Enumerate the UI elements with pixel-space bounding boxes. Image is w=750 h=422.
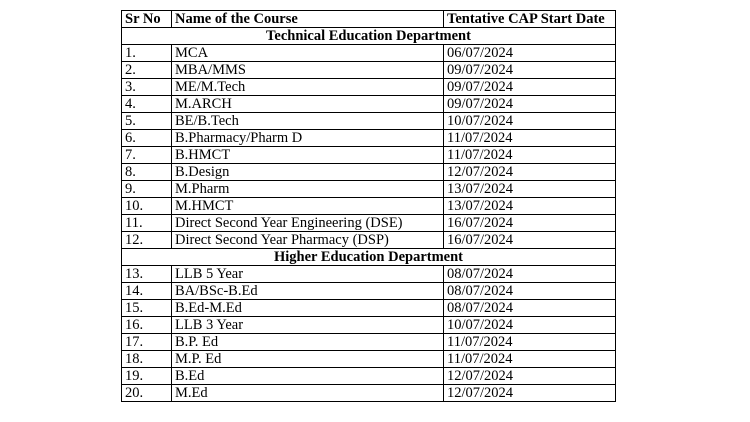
- sr-no-cell: 8.: [122, 164, 172, 181]
- sr-no-cell: 16.: [122, 317, 172, 334]
- course-name-cell: BA/BSc-B.Ed: [172, 283, 444, 300]
- sr-no-cell: 4.: [122, 96, 172, 113]
- course-name-cell: M.HMCT: [172, 198, 444, 215]
- header-cap-start-date: Tentative CAP Start Date: [444, 11, 616, 28]
- table-row: [122, 45, 616, 62]
- table-row: [122, 385, 616, 402]
- sr-no-cell: 14.: [122, 283, 172, 300]
- sr-no-cell: 20.: [122, 385, 172, 402]
- cap-date-cell: 09/07/2024: [444, 62, 616, 79]
- cap-date-cell: 06/07/2024: [444, 45, 616, 62]
- table-row: [122, 181, 616, 198]
- header-sr-no: Sr No: [122, 11, 172, 28]
- table-row: [122, 232, 616, 249]
- course-name-cell: Direct Second Year Pharmacy (DSP): [172, 232, 444, 249]
- table-row: [122, 79, 616, 96]
- table-row: [122, 96, 616, 113]
- course-name-cell: B.Ed: [172, 368, 444, 385]
- sr-no-cell: 10.: [122, 198, 172, 215]
- table-row: [122, 147, 616, 164]
- cap-date-cell: 13/07/2024: [444, 198, 616, 215]
- cap-schedule-table: [121, 10, 616, 402]
- cap-date-cell: 11/07/2024: [444, 351, 616, 368]
- cap-date-cell: 13/07/2024: [444, 181, 616, 198]
- sr-no-cell: 7.: [122, 147, 172, 164]
- sr-no-cell: 11.: [122, 215, 172, 232]
- header-row: [122, 11, 616, 28]
- table-row: [122, 198, 616, 215]
- course-name-cell: MBA/MMS: [172, 62, 444, 79]
- sr-no-cell: 9.: [122, 181, 172, 198]
- sr-no-cell: 1.: [122, 45, 172, 62]
- cap-date-cell: 08/07/2024: [444, 283, 616, 300]
- table-row: [122, 215, 616, 232]
- cap-date-cell: 09/07/2024: [444, 79, 616, 96]
- section-title: Technical Education Department: [122, 28, 616, 45]
- table-row: [122, 317, 616, 334]
- cap-date-cell: 08/07/2024: [444, 300, 616, 317]
- course-name-cell: LLB 5 Year: [172, 266, 444, 283]
- cap-date-cell: 11/07/2024: [444, 334, 616, 351]
- sr-no-cell: 18.: [122, 351, 172, 368]
- table-row: [122, 113, 616, 130]
- section-row: [122, 249, 616, 266]
- table-header: [122, 11, 616, 28]
- cap-date-cell: 10/07/2024: [444, 113, 616, 130]
- cap-date-cell: 12/07/2024: [444, 385, 616, 402]
- course-name-cell: B.Pharmacy/Pharm D: [172, 130, 444, 147]
- table-row: [122, 300, 616, 317]
- course-name-cell: M.P. Ed: [172, 351, 444, 368]
- section-title: Higher Education Department: [122, 249, 616, 266]
- sr-no-cell: 5.: [122, 113, 172, 130]
- cap-date-cell: 11/07/2024: [444, 147, 616, 164]
- cap-date-cell: 10/07/2024: [444, 317, 616, 334]
- sr-no-cell: 15.: [122, 300, 172, 317]
- table-row: [122, 130, 616, 147]
- course-name-cell: M.Ed: [172, 385, 444, 402]
- table-row: [122, 62, 616, 79]
- table-row: [122, 368, 616, 385]
- sr-no-cell: 3.: [122, 79, 172, 96]
- cap-date-cell: 16/07/2024: [444, 215, 616, 232]
- header-course-name: Name of the Course: [172, 11, 444, 28]
- sr-no-cell: 13.: [122, 266, 172, 283]
- table-row: [122, 164, 616, 181]
- table-row: [122, 334, 616, 351]
- sr-no-cell: 17.: [122, 334, 172, 351]
- course-name-cell: MCA: [172, 45, 444, 62]
- course-name-cell: LLB 3 Year: [172, 317, 444, 334]
- table-row: [122, 283, 616, 300]
- sr-no-cell: 2.: [122, 62, 172, 79]
- cap-date-cell: 16/07/2024: [444, 232, 616, 249]
- course-name-cell: ME/M.Tech: [172, 79, 444, 96]
- course-name-cell: M.ARCH: [172, 96, 444, 113]
- course-name-cell: BE/B.Tech: [172, 113, 444, 130]
- sr-no-cell: 12.: [122, 232, 172, 249]
- course-name-cell: B.P. Ed: [172, 334, 444, 351]
- course-name-cell: B.Ed-M.Ed: [172, 300, 444, 317]
- cap-date-cell: 12/07/2024: [444, 368, 616, 385]
- course-name-cell: M.Pharm: [172, 181, 444, 198]
- course-name-cell: B.HMCT: [172, 147, 444, 164]
- sr-no-cell: 6.: [122, 130, 172, 147]
- cap-date-cell: 08/07/2024: [444, 266, 616, 283]
- section-row: [122, 28, 616, 45]
- cap-date-cell: 09/07/2024: [444, 96, 616, 113]
- table-row: [122, 266, 616, 283]
- table-row: [122, 351, 616, 368]
- cap-date-cell: 12/07/2024: [444, 164, 616, 181]
- cap-date-cell: 11/07/2024: [444, 130, 616, 147]
- table-body: [122, 28, 616, 402]
- course-name-cell: B.Design: [172, 164, 444, 181]
- sr-no-cell: 19.: [122, 368, 172, 385]
- course-name-cell: Direct Second Year Engineering (DSE): [172, 215, 444, 232]
